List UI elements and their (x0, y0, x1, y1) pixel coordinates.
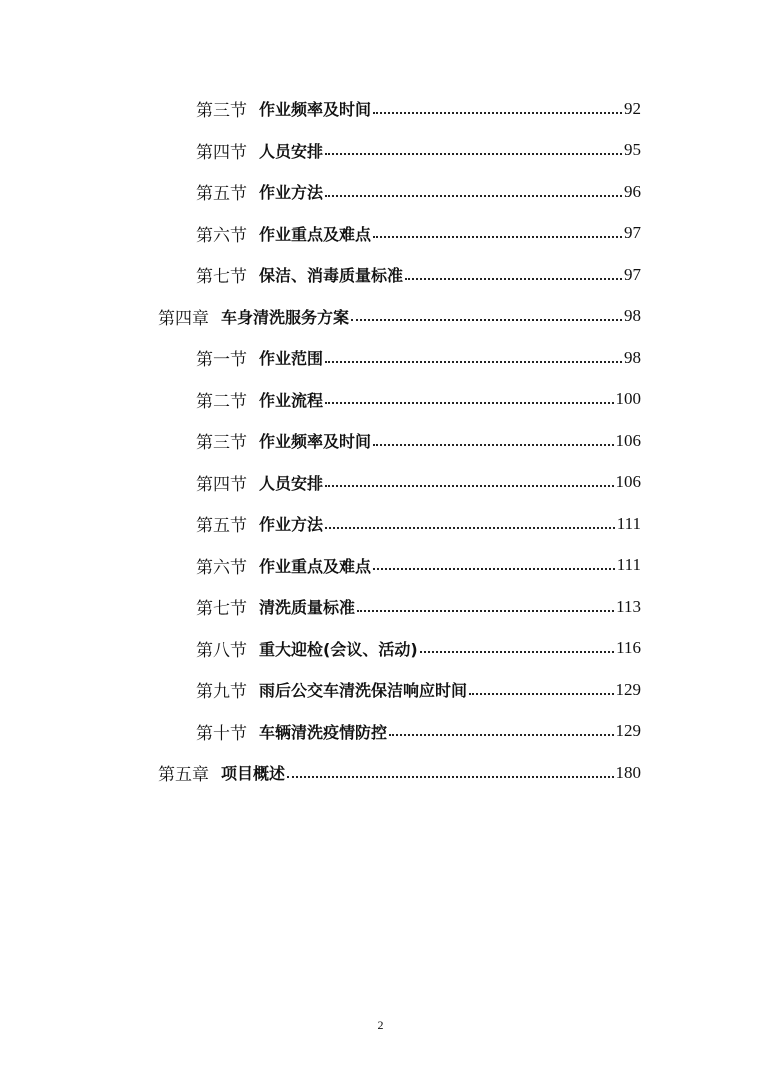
toc-leader-dots (325, 195, 622, 197)
toc-entry[interactable] (0, 462, 761, 504)
toc-entry[interactable] (0, 213, 761, 255)
toc-leader-dots (325, 361, 622, 363)
toc-leader-dots (325, 485, 613, 487)
toc-entry-number: 第五节 (196, 184, 247, 205)
toc-entry-title: 项目概述 (221, 764, 286, 784)
toc-entry-number: 第七节 (196, 267, 247, 288)
toc-entry[interactable] (0, 337, 761, 379)
toc-entry[interactable] (0, 628, 761, 670)
toc-leader-dots (325, 402, 613, 404)
toc-entry[interactable] (0, 420, 761, 462)
toc-entry-number: 第三节 (196, 433, 247, 454)
toc-entry[interactable] (0, 669, 761, 711)
page-number: 2 (377, 1018, 384, 1032)
toc-chapter-entry[interactable] (0, 752, 761, 794)
toc-leader-dots (405, 278, 622, 280)
toc-entry-title: 人员安排 (259, 473, 324, 493)
toc-entry-title: 重大迎检(会议、活动) (259, 639, 418, 659)
toc-entry[interactable] (0, 88, 761, 130)
toc-entry-title: 雨后公交车清洗保洁响应时间 (259, 681, 468, 701)
toc-entry-page: 97 (624, 223, 641, 243)
toc-entry[interactable] (0, 171, 761, 213)
toc-entry-number: 第十节 (196, 723, 247, 744)
toc-entry-number: 第九节 (196, 682, 247, 703)
toc-entry-number: 第八节 (196, 640, 247, 661)
toc-entry-title: 作业范围 (259, 349, 324, 369)
toc-entry[interactable] (0, 379, 761, 421)
toc-leader-dots (357, 610, 614, 612)
toc-entry-number: 第四节 (196, 474, 247, 495)
toc-entry-page: 98 (624, 347, 641, 367)
toc-entry-title: 清洗质量标准 (259, 598, 356, 618)
toc-entry-title: 人员安排 (259, 141, 324, 161)
toc-entry-number: 第六节 (196, 557, 247, 578)
toc-entry-title: 作业流程 (259, 390, 324, 410)
toc-leader-dots (287, 776, 613, 778)
toc-entry-number: 第三节 (196, 101, 247, 122)
toc-entry[interactable] (0, 545, 761, 587)
toc-entry-number: 第二节 (196, 391, 247, 412)
toc-entry-page: 113 (616, 596, 641, 616)
toc-entry-page: 180 (615, 762, 641, 782)
toc-leader-dots (373, 444, 613, 446)
toc-entry[interactable] (0, 254, 761, 296)
toc-entry-page: 98 (624, 306, 641, 326)
toc-entry[interactable] (0, 586, 761, 628)
toc-entry-title: 作业方法 (259, 183, 324, 203)
toc-entry[interactable] (0, 503, 761, 545)
toc-entry-page: 116 (616, 638, 641, 658)
toc-leader-dots (469, 693, 613, 695)
toc-entry-title: 作业重点及难点 (259, 556, 372, 576)
toc-leader-dots (325, 527, 615, 529)
toc-leader-dots (325, 153, 622, 155)
toc-entry-number: 第五节 (196, 516, 247, 537)
toc-leader-dots (373, 568, 615, 570)
toc-entry-number: 第五章 (158, 765, 209, 786)
toc-entry-number: 第四节 (196, 142, 247, 163)
toc-entry-page: 111 (616, 555, 641, 575)
toc-entry-title: 车辆清洗疫情防控 (259, 722, 388, 742)
toc-entry-title: 作业方法 (259, 515, 324, 535)
toc-entry-page: 106 (615, 430, 641, 450)
toc-entry-page: 96 (624, 181, 641, 201)
toc-entry-page: 129 (615, 721, 641, 741)
toc-entry-number: 第四章 (158, 308, 209, 329)
toc-entry-page: 111 (616, 513, 641, 533)
toc-leader-dots (373, 112, 622, 114)
toc-entry-page: 129 (615, 679, 641, 699)
toc-entry-page: 106 (615, 472, 641, 492)
toc-leader-dots (389, 734, 613, 736)
toc-entry-page: 92 (624, 98, 641, 118)
toc-entry-page: 97 (624, 264, 641, 284)
table-of-contents (0, 88, 761, 794)
toc-entry[interactable] (0, 130, 761, 172)
toc-entry-title: 作业频率及时间 (259, 100, 372, 120)
toc-entry-number: 第七节 (196, 599, 247, 620)
toc-entry-title: 作业重点及难点 (259, 224, 372, 244)
toc-leader-dots (420, 651, 614, 653)
toc-entry-page: 95 (624, 140, 641, 160)
toc-leader-dots (351, 319, 622, 321)
toc-entry-title: 车身清洗服务方案 (221, 307, 350, 327)
toc-chapter-entry[interactable] (0, 296, 761, 338)
toc-leader-dots (373, 236, 622, 238)
toc-entry-title: 保洁、消毒质量标准 (259, 266, 404, 286)
toc-entry-number: 第六节 (196, 225, 247, 246)
toc-entry-title: 作业频率及时间 (259, 432, 372, 452)
toc-entry-number: 第一节 (196, 350, 247, 371)
toc-entry-page: 100 (615, 389, 641, 409)
toc-entry[interactable] (0, 711, 761, 753)
